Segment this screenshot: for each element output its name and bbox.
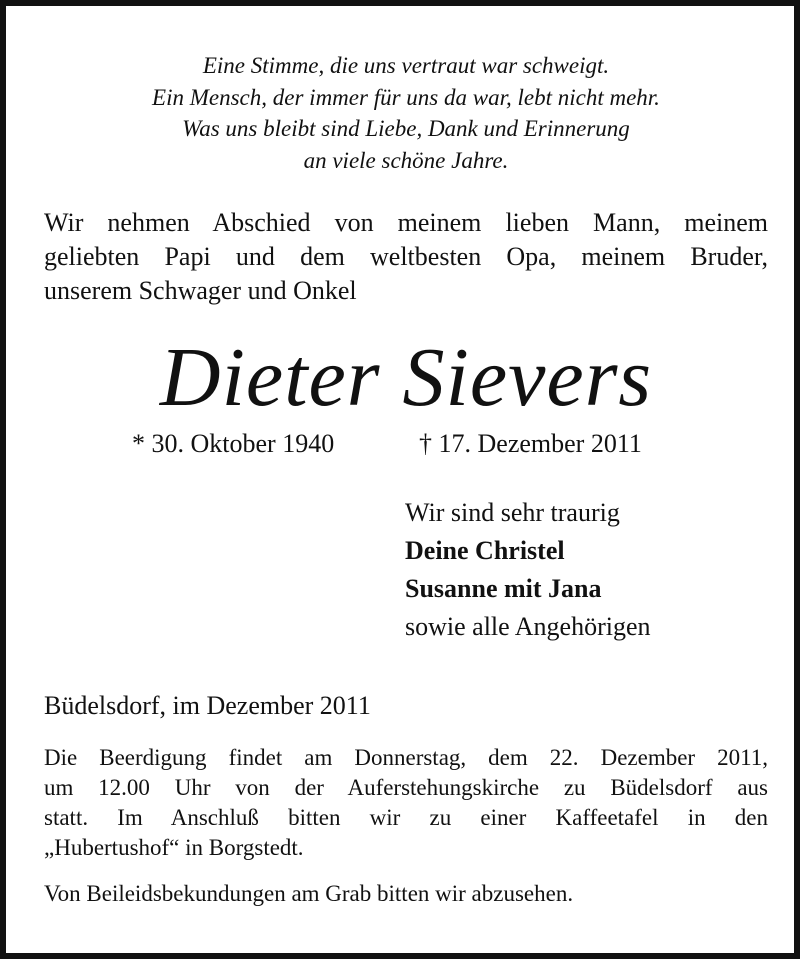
funeral-details	[44, 743, 768, 863]
funeral-line: um 12.00 Uhr von der Auferstehungskirche zu Büdelsdorf aus	[44, 775, 768, 800]
poem-line: an viele schöne Jahre.	[303, 147, 509, 173]
mourners-line: Wir sind sehr traurig	[405, 498, 620, 527]
farewell-line: Wir nehmen Abschied von meinem lieben Mann, meinem	[44, 208, 768, 237]
poem-line: Eine Stimme, die uns vertraut war schweigt.	[202, 53, 610, 78]
deceased-name: Dieter Sievers	[159, 331, 653, 424]
poem-line: Ein Mensch, der immer für uns da war, lebt nicht mehr.	[152, 84, 660, 110]
mourner-name: Deine Christel	[405, 536, 565, 565]
mourner-name: Susanne mit Jana	[405, 574, 602, 603]
farewell-statement	[44, 206, 768, 308]
mourners-line: sowie alle Angehörigen	[405, 612, 651, 641]
mourners-block	[405, 494, 651, 646]
death-date: † 17. Dezember 2011	[419, 429, 642, 458]
farewell-line: geliebten Papi und dem weltbesten Opa, meinem Bruder,	[44, 242, 768, 271]
funeral-line: Die Beerdigung findet am Donnerstag, dem 22. Dezember 2011,	[44, 745, 768, 770]
poem-line: Was uns bleibt sind Liebe, Dank und Erinnerung	[182, 116, 630, 141]
funeral-line: statt. Im Anschluß bitten wir zu einer Kaffeetafel in den	[44, 805, 768, 830]
condolence-note: Von Beileidsbekundungen am Grab bitten wir abzusehen.	[44, 881, 574, 906]
memorial-poem	[6, 50, 800, 176]
funeral-line: „Hubertushof“ in Borgstedt.	[44, 835, 304, 860]
farewell-line: unserem Schwager und Onkel	[44, 276, 357, 305]
place-date: Büdelsdorf, im Dezember 2011	[44, 691, 371, 720]
birth-date: * 30. Oktober 1940	[132, 429, 335, 458]
